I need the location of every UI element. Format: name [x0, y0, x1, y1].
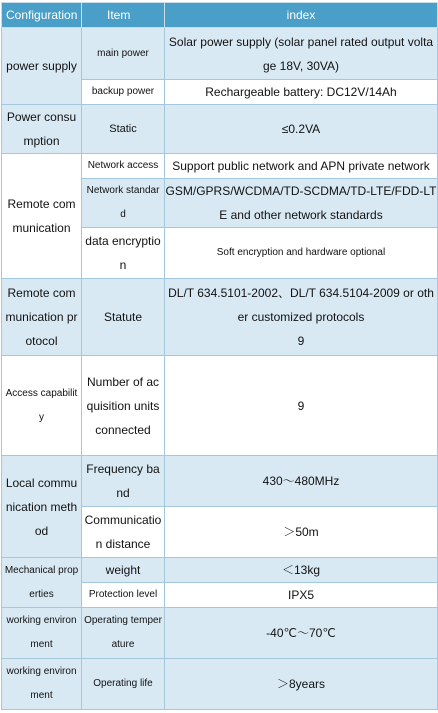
table-row: [2, 356, 438, 456]
working-environment-label: working environment: [2, 608, 82, 659]
operating-temperature-item: Operating temperature: [82, 608, 165, 659]
network-standard-value: GSM/GPRS/WCDMA/TD-SCDMA/TD-LTE/FDD-LTE and other network standards: [165, 179, 438, 228]
header-configuration: Configuration: [2, 3, 82, 28]
table-row: [2, 154, 438, 179]
acquisition-units-value: 9: [165, 356, 438, 456]
backup-power-value: Rechargeable battery: DC12V/14Ah: [165, 80, 438, 105]
remote-protocol-label: Remote communication protocol: [2, 279, 82, 356]
statute-extra: 9: [297, 334, 305, 348]
communication-distance-item: Communication distance: [82, 507, 165, 558]
protection-level-value: IPX5: [165, 583, 438, 608]
power-supply-label: power supply: [2, 28, 82, 105]
operating-life-value: ＞8years: [165, 659, 438, 710]
local-communication-label: Local communication method: [2, 456, 82, 558]
backup-power-item: backup power: [82, 80, 165, 105]
table-row: [2, 105, 438, 154]
frequency-band-item: Frequency band: [82, 456, 165, 507]
access-capability-label: Access capability: [2, 356, 82, 456]
power-consumption-label: Power consumption: [2, 105, 82, 154]
network-access-item: Network access: [82, 154, 165, 179]
remote-communication-label: Remote communication: [2, 154, 82, 279]
table-row: [2, 659, 438, 710]
statute-protocols: DL/T 634.5101-2002、DL/T 634.5104-2009 or other customized protocols: [168, 286, 434, 324]
table-row: [2, 608, 438, 659]
operating-temperature-value: -40℃～70℃: [165, 608, 438, 659]
main-power-value: Solar power supply (solar panel rated output voltage 18V, 30VA): [165, 28, 438, 80]
communication-distance-value: ＞50m: [165, 507, 438, 558]
header-item: Item: [82, 3, 165, 28]
main-power-item: main power: [82, 28, 165, 80]
network-standard-item: Network standard: [82, 179, 165, 228]
data-encryption-value: Soft encryption and hardware optional: [165, 228, 438, 279]
table-row: [2, 558, 438, 583]
statute-item: Statute: [82, 279, 165, 356]
weight-value: ＜13kg: [165, 558, 438, 583]
static-item: Static: [82, 105, 165, 154]
frequency-band-value: 430～480MHz: [165, 456, 438, 507]
table-row: [2, 279, 438, 356]
protection-level-item: Protection level: [82, 583, 165, 608]
weight-item: weight: [82, 558, 165, 583]
acquisition-units-item: Number of acquisition units connected: [82, 356, 165, 456]
working-environment-label-2: working environment: [2, 659, 82, 710]
data-encryption-item: data encryption: [82, 228, 165, 279]
table-row: [2, 456, 438, 507]
static-value: ≤0.2VA: [165, 105, 438, 154]
table-header-row: [2, 3, 438, 28]
mechanical-properties-label: Mechanical properties: [2, 558, 82, 608]
specification-table: [1, 2, 438, 710]
header-index: index: [165, 3, 438, 28]
statute-value: [165, 279, 438, 356]
operating-life-item: Operating life: [82, 659, 165, 710]
network-access-value: Support public network and APN private network: [165, 154, 438, 179]
table-row: [2, 28, 438, 80]
